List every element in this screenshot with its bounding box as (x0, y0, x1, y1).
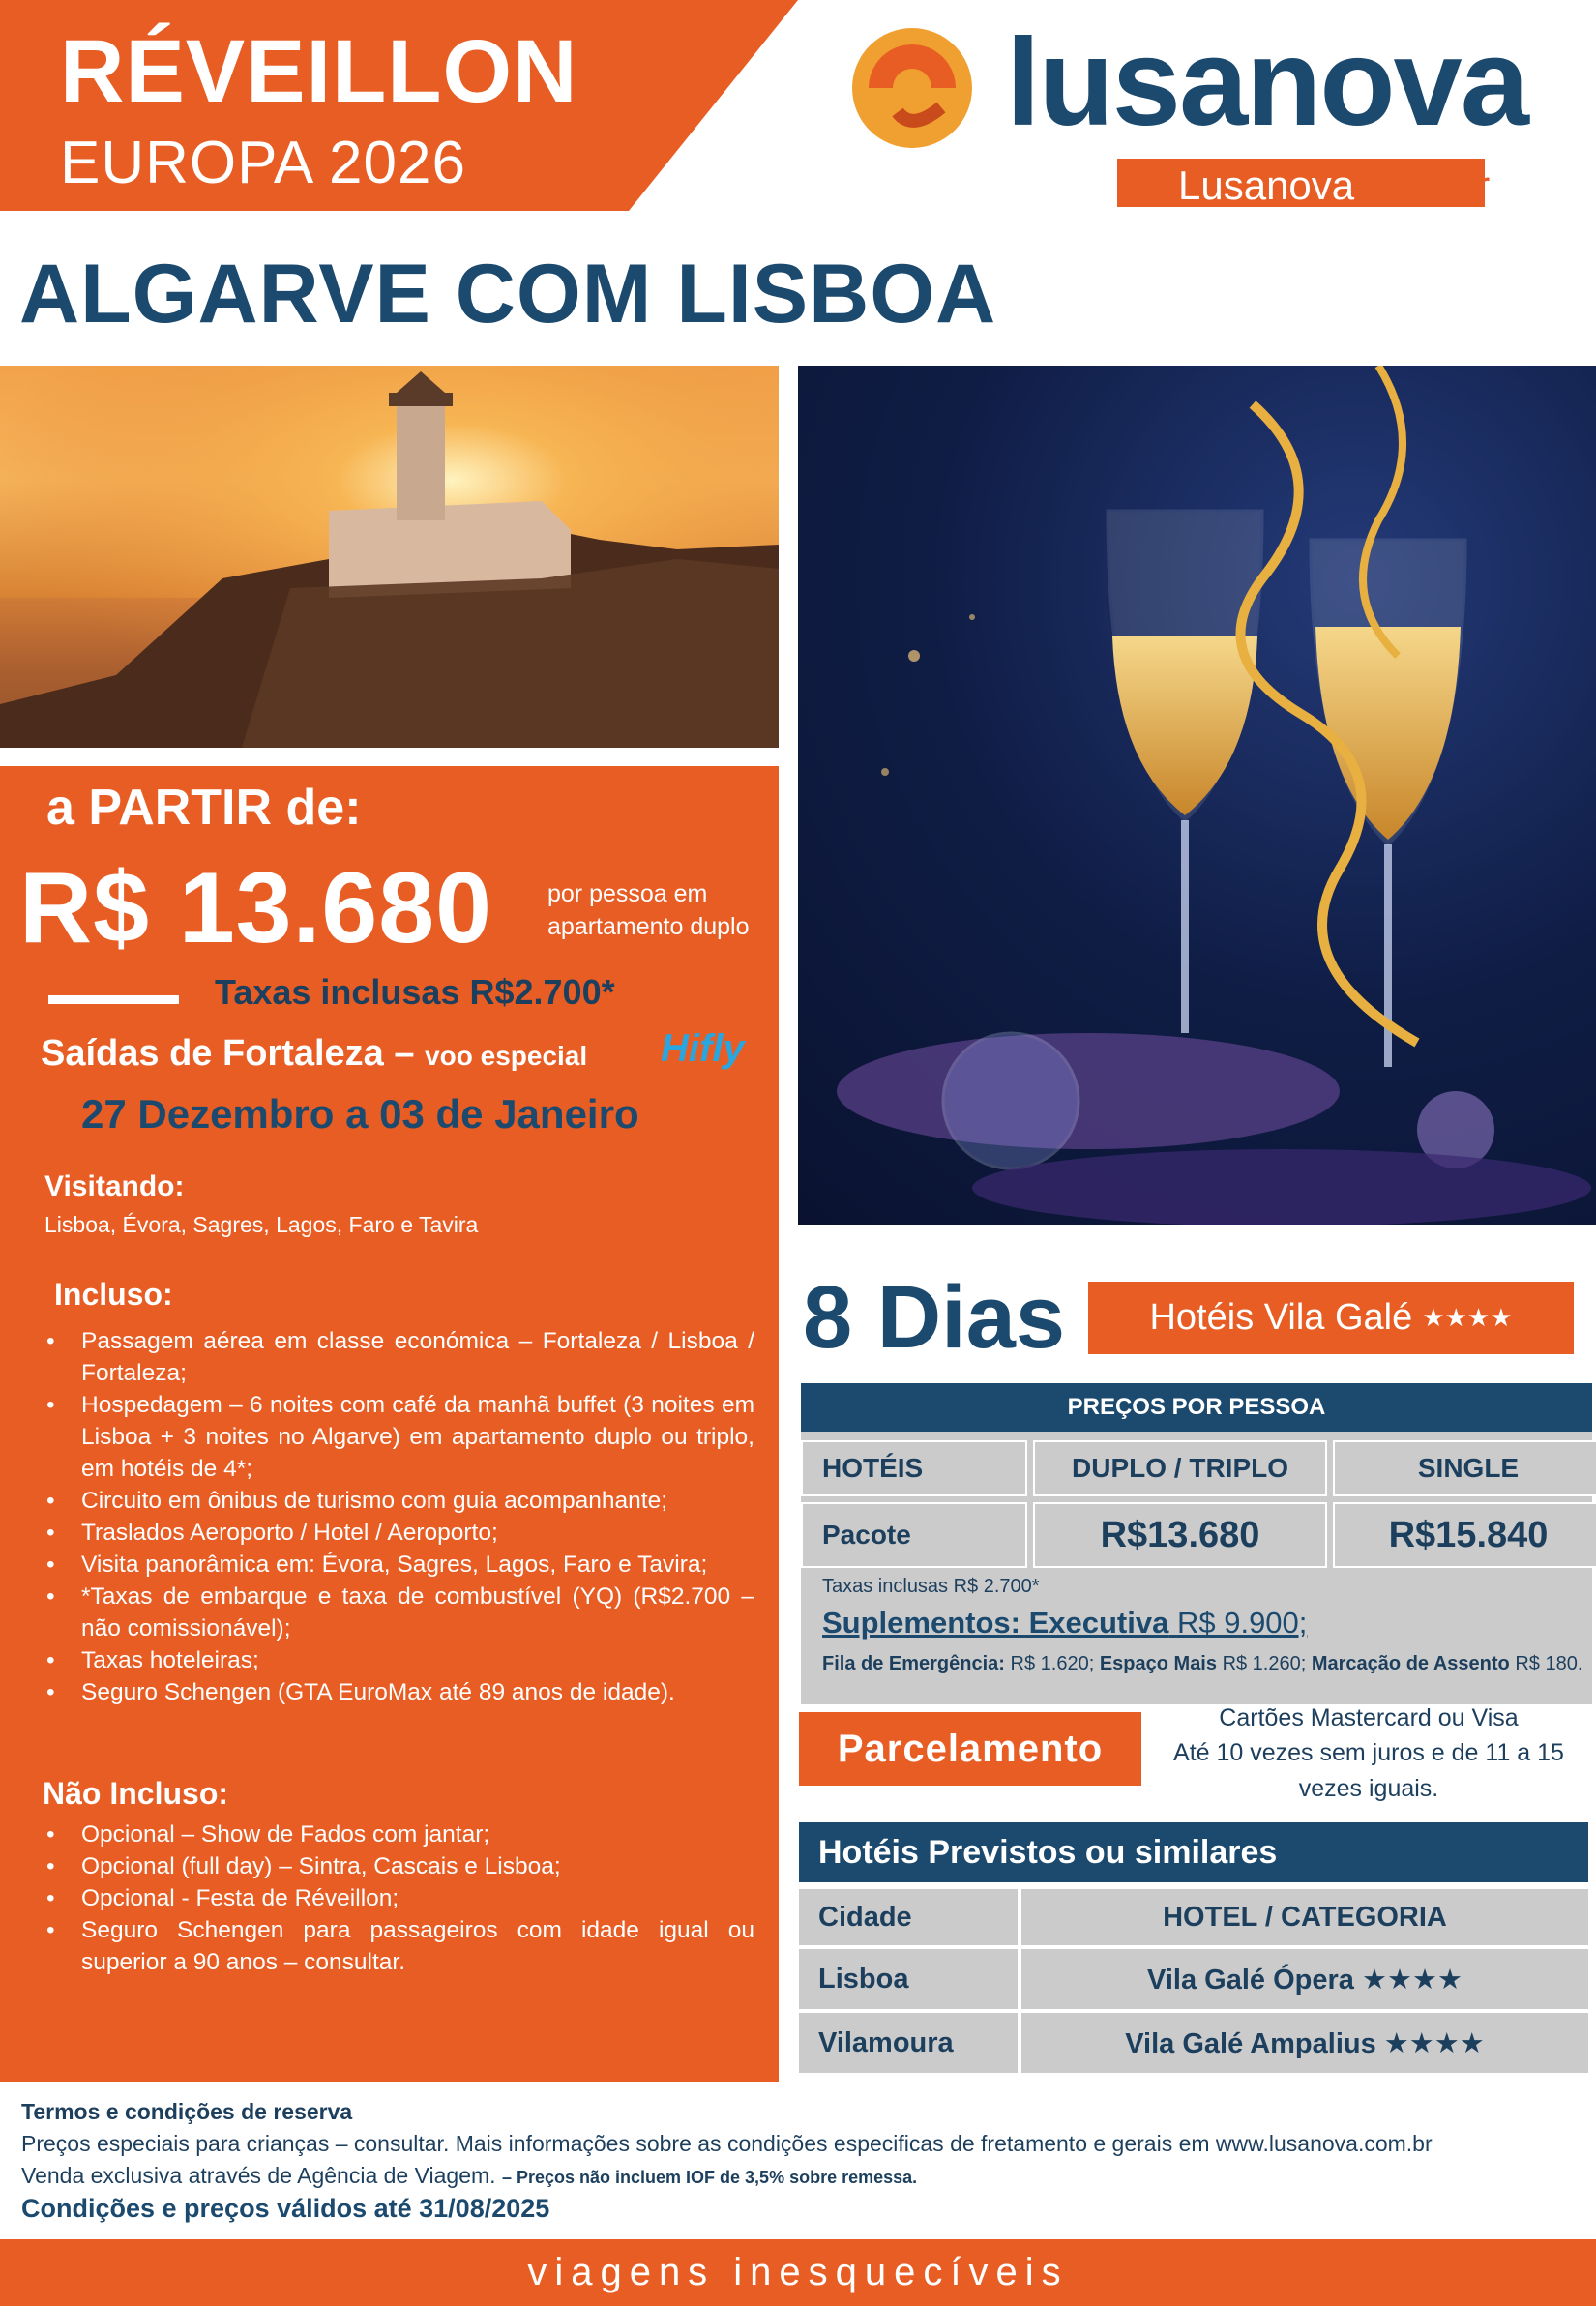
hotel-badge-label: Hotéis Vila Galé (1149, 1297, 1413, 1338)
brand-logo-text: lusanova (1006, 14, 1527, 152)
departures-text: Saídas de Fortaleza – (41, 1033, 415, 1074)
col-double: DUPLO / TRIPLO (1033, 1440, 1327, 1496)
hotel-name: Vila Galé Ópera ★★★★ (1021, 1949, 1588, 2009)
hotel-name: Vila Galé Ampalius ★★★★ (1021, 2013, 1588, 2073)
supplements-label: Suplementos: Executiva (822, 1606, 1169, 1640)
hotel-badge (1088, 1282, 1574, 1354)
visiting-text: Lisboa, Évora, Sagres, Lagos, Faro e Tavira (44, 1212, 479, 1237)
included-item: • Hospedagem – 6 noites com café da manhã buffet (3 noites em Lisboa + 3 noites no Algarve) em apartamento duplo ou triplo, em hotéis de 4*; (43, 1389, 754, 1485)
included-item: • Traslados Aeroporto / Hotel / Aeroporto; (43, 1517, 754, 1549)
espaco-value: R$ 1.260; (1222, 1653, 1307, 1674)
not-included-item: • Opcional - Festa de Réveillon; (43, 1882, 754, 1914)
col-single: SINGLE (1333, 1440, 1596, 1496)
included-item: • Visita panorâmica em: Évora, Sagres, Lagos, Faro e Tavira; (43, 1549, 754, 1581)
site-url[interactable] (1178, 163, 1490, 209)
included-item: • Circuito em ônibus de turismo com guia acompanhante; (43, 1485, 754, 1517)
price-double: R$13.680 (1033, 1502, 1327, 1568)
not-included-heading: Não Incluso: (43, 1776, 229, 1811)
terms-line2-text: Venda exclusiva através de Agência de Viagem. (21, 2163, 496, 2188)
terms-line2 (21, 2163, 917, 2189)
installments-badge: Parcelamento (799, 1712, 1141, 1786)
assento-value: R$ 180. (1515, 1653, 1583, 1674)
col-hotels: HOTÉIS (801, 1440, 1027, 1496)
assento-label: Marcação de Assento (1311, 1653, 1510, 1674)
included-item: • *Taxas de embarque e taxa de combustível (YQ) (R$2.700 – não comissionável); (43, 1581, 754, 1644)
tax-note: Taxas inclusas R$ 2.700* (822, 1576, 1040, 1597)
prices-heading: PREÇOS POR PESSOA (801, 1383, 1592, 1432)
lighthouse-photo (0, 366, 779, 748)
installments-line2: Até 10 vezes sem juros e de 11 a 15 vezes iguais. (1173, 1739, 1564, 1802)
price-main: R$ 13.680 (19, 852, 492, 964)
taxes-note: Taxas inclusas R$2.700* (215, 972, 615, 1012)
site-url-part1: Lusanova (1178, 163, 1355, 208)
fila-label: Fila de Emergência: (822, 1653, 1005, 1674)
star-icons: ★★★★ (1422, 1303, 1513, 1332)
fila-value: R$ 1.620; (1010, 1653, 1095, 1674)
installments-line1: Cartões Mastercard ou Visa (1219, 1704, 1519, 1731)
included-list (43, 1325, 754, 1708)
col-city: Cidade (799, 1889, 1018, 1945)
site-url-part2: .com.br (1354, 163, 1491, 208)
terms-line1: Preços especiais para crianças – consultar. Mais informações sobre as condições especificas de fretamento e gerais em www.lusanova.com.br (21, 2131, 1433, 2156)
col-hotel: HOTEL / CATEGORIA (1021, 1889, 1588, 1945)
visiting-heading: Visitando: (44, 1170, 185, 1202)
banner-subtitle: EUROPA 2026 (60, 130, 466, 196)
espaco-label: Espaço Mais (1099, 1653, 1217, 1674)
hifly-logo: Hifly (661, 1027, 745, 1070)
hotel-city: Lisboa (799, 1949, 1018, 2009)
not-included-item: • Opcional (full day) – Sintra, Cascais e Lisboa; (43, 1850, 754, 1882)
terms-line2-small: – Preços não incluem IOF de 3,5% sobre remessa. (501, 2168, 918, 2187)
champagne-photo (798, 366, 1596, 1225)
departures-line (41, 1033, 587, 1075)
supplements-value: R$ 9.900; (1176, 1606, 1308, 1640)
included-item: • Seguro Schengen (GTA EuroMax até 89 anos de idade). (43, 1676, 754, 1708)
duration: 8 Dias (803, 1268, 1066, 1367)
terms-heading: Termos e condições de reserva (21, 2099, 353, 2124)
travel-dates: 27 Dezembro a 03 de Janeiro (81, 1091, 639, 1137)
from-label: a PARTIR de: (46, 780, 362, 836)
footer-slogan: viagens inesquecíveis (0, 2239, 1596, 2306)
flight-label: voo especial (425, 1041, 588, 1071)
divider-dash (48, 995, 179, 1004)
row-package: Pacote (801, 1502, 1027, 1568)
lusanova-logo-icon (840, 15, 985, 161)
prices-table (801, 1440, 1592, 1568)
included-heading: Incluso: (54, 1277, 173, 1312)
seat-fees (822, 1653, 1582, 1675)
included-item: • Taxas hoteleiras; (43, 1644, 754, 1676)
validity-note: Condições e preços válidos até 31/08/2025 (21, 2194, 550, 2223)
supplements (822, 1606, 1307, 1641)
hotels-table (799, 1889, 1588, 2073)
per-person-note: por pessoa em apartamento duplo (547, 880, 750, 940)
page-title: ALGARVE COM LISBOA (19, 248, 997, 340)
banner-title: RÉVEILLON (60, 22, 578, 121)
hotel-city: Vilamoura (799, 2013, 1018, 2073)
price-single: R$15.840 (1333, 1502, 1596, 1568)
hotels-heading: Hotéis Previstos ou similares (799, 1822, 1588, 1882)
not-included-list (43, 1818, 754, 1978)
included-item: • Passagem aérea em classe económica – Fortaleza / Lisboa / Fortaleza; (43, 1325, 754, 1389)
installments-text (1156, 1700, 1581, 1806)
not-included-item: • Opcional – Show de Fados com jantar; (43, 1818, 754, 1850)
not-included-item: • Seguro Schengen para passageiros com idade igual ou superior a 90 anos – consultar. (43, 1914, 754, 1978)
